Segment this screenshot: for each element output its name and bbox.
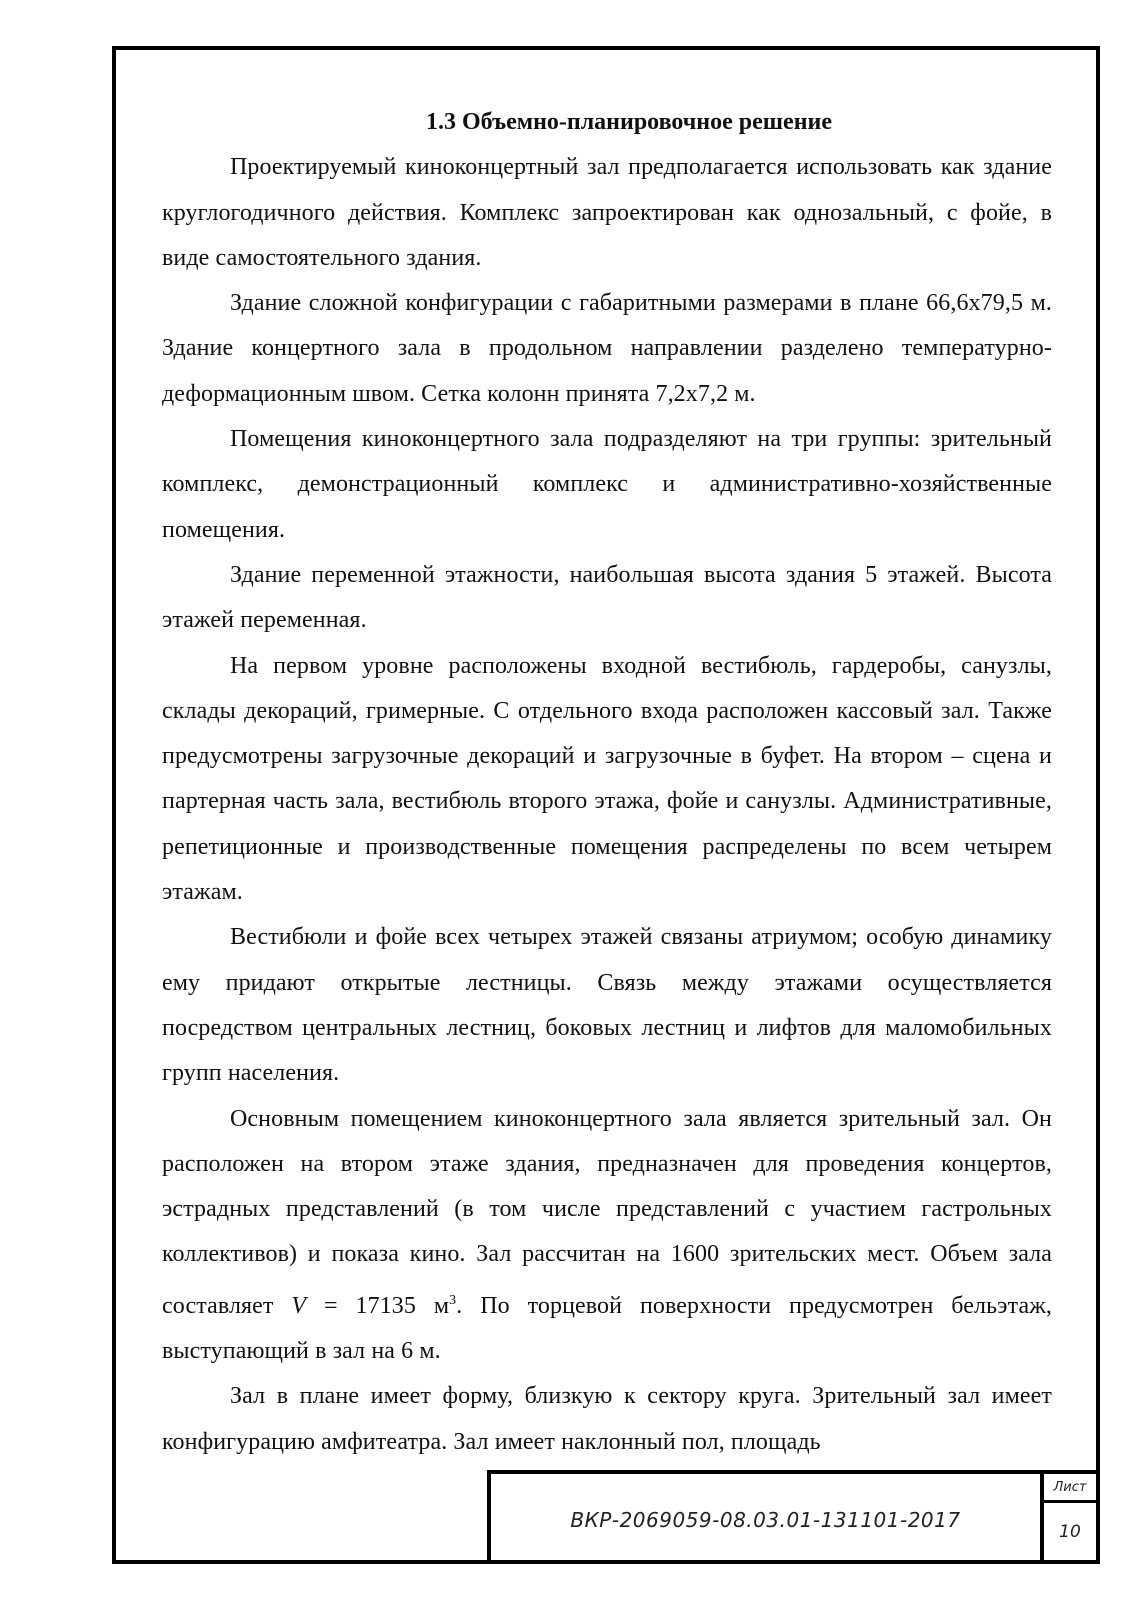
sheet-number: 10 [1059,1521,1081,1542]
section-heading: 1.3 Объемно-планировочное решение [426,109,832,135]
sheet-label: Лист [1044,1474,1096,1503]
document-code: ВКР-2069059-08.03.01-131101-2017 [570,1508,961,1532]
paragraph-text: . По торцевой поверхности предусмотрен бельэтаж, выступающий в зал на 6 м. [162,1292,1052,1365]
paragraph: Здание переменной этажности, наибольшая высота здания 5 этажей. Высота этажей переменная. [162,561,1052,634]
paragraph: Вестибюли и фойе всех четырех этажей связаны атриумом; особую динамику ему придают открытые лестницы. Связь между этажами осуществляется посредством центральных лестниц, боковых лестниц и лифтов для маломобильных групп населения. [162,924,1052,1087]
document-body [162,100,1052,1465]
paragraph: Помещения киноконцертного зала подразделяют на три группы: зрительный комплекс, демонстрационный комплекс и административно-хозяйственные помещения. [162,426,1052,543]
paragraph: Здание сложной конфигурации с габаритными размерами в плане 66,6х79,5 м. Здание концертного зала в продольном направлении разделено температурно-деформационным швом. Сетка колонн принята 7,2х7,2 м. [162,290,1052,407]
volume-variable: V [291,1292,307,1319]
title-block-stamp [487,1470,1096,1560]
paragraph-text: Основным помещением киноконцертного зала является зрительный зал. Он расположен на втором этаже здания, предназначен для проведения концертов, эстрадных представлений (в том числе представлений с участием гастрольных коллективов) и показа кино. Зал рассчитан на 1600 зрительских мест. Объем зала составляет [162,1105,1052,1319]
sheet-box [1040,1474,1096,1560]
unit-exponent: 3 [449,1292,457,1308]
paragraph-hall-volume [162,1097,1052,1375]
volume-value: = 17135 м [306,1292,450,1319]
paragraph: На первом уровне расположены входной вестибюль, гардеробы, санузлы, склады декораций, гримерные. С отдельного входа расположен кассовый зал. Также предусмотрены загрузочные декораций и загрузочные в буфет. На втором – сцена и партерная часть зала, вестибюль второго этажа, фойе и санузлы. Административные, репетиционные и производственные помещения распределены по всем четырем этажам. [162,652,1052,906]
paragraph: Зал в плане имеет форму, близкую к сектору круга. Зрительный зал имеет конфигурацию амфитеатра. Зал имеет наклонный пол, площадь [162,1383,1052,1455]
paragraph: Проектируемый киноконцертный зал предполагается использовать как здание круглогодичного действия. Комплекс запроектирован как однозальный, с фойе, в виде самостоятельного здания. [162,154,1052,271]
